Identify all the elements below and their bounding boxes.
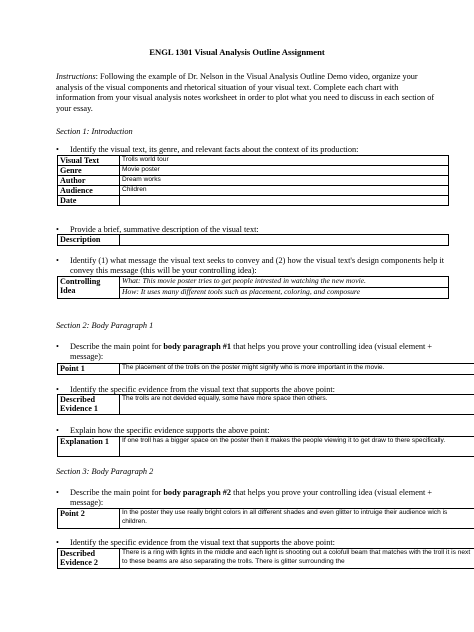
- instructions-text: : Following the example of Dr. Nelson in the Visual Analysis Outline Demo video, organize your analysis of the visual components and rhetorical situation of your visual text. Complete each chart with information from your visual analysis notes worksheet in order to plot what you need to discuss in each section of your essay.: [56, 72, 435, 113]
- point1-label: Point 1: [58, 364, 120, 375]
- row-label: Audience: [58, 186, 120, 196]
- bullet-text: [56, 488, 448, 508]
- bullet-text: Identify the specific evidence from the visual text that supports the above point:: [70, 538, 335, 547]
- section3-bullet-1: [56, 488, 448, 508]
- evidence2-table: [57, 548, 474, 569]
- row-value: [120, 196, 449, 206]
- table-row: [58, 395, 474, 415]
- explanation1-label: Explanation 1: [58, 437, 120, 457]
- table-row: [58, 364, 474, 375]
- bullet-text: Provide a brief, summative description of the visual text:: [70, 225, 259, 234]
- row-label: Visual Text: [58, 156, 120, 166]
- point2-table: [57, 508, 474, 529]
- controlling-idea-table: [57, 276, 449, 299]
- bullet-text-bold: body paragraph #1: [163, 342, 232, 351]
- table-row: [58, 176, 449, 186]
- bullet-icon: •: [56, 342, 59, 351]
- evidence1-label: Described Evidence 1: [58, 395, 120, 415]
- table-row: [58, 196, 449, 206]
- bullet-text: [56, 342, 448, 362]
- point1-table: [57, 363, 474, 375]
- table-row: [58, 235, 449, 246]
- bullet-text: Identify (1) what message the visual text seeks to convey and (2) how the visual text's design components help it convey this message (this will be your controlling idea):: [70, 256, 445, 276]
- section3-bullet-2: [56, 538, 448, 548]
- row-value: Children: [120, 186, 449, 196]
- point1-value: The placement of the trolls on the poster might signify who is more important in the movie.: [120, 364, 474, 375]
- section2-heading: Section 2: Body Paragraph 1: [56, 321, 154, 330]
- description-value: [120, 235, 449, 246]
- bullet-text-start: Describe the main point for: [70, 342, 164, 351]
- row-value: Dream works: [120, 176, 449, 186]
- point2-value: In the poster they use really bright colors in all different shades and even glitter to intruige their audience wich is children.: [120, 509, 474, 529]
- section2-bullet-3: [56, 426, 448, 436]
- section1-heading: Section 1: Introduction: [56, 127, 133, 136]
- bullet-text: Identify the visual text, its genre, and relevant facts about the context of its production:: [70, 145, 359, 154]
- row-value: Trolls world tour: [120, 156, 449, 166]
- table-row: [58, 277, 449, 288]
- table-row: [58, 166, 449, 176]
- bullet-icon: •: [56, 538, 59, 547]
- instructions-label: Instructions: [56, 72, 96, 81]
- bullet-icon: •: [56, 256, 59, 265]
- table-row: [58, 156, 449, 166]
- bullet-icon: •: [56, 385, 59, 394]
- point2-label: Point 2: [58, 509, 120, 529]
- explanation1-table: [57, 436, 474, 457]
- row-label: Genre: [58, 166, 120, 176]
- instructions: [56, 72, 436, 114]
- row-label: Date: [58, 196, 120, 206]
- section2-bullet-1: [56, 342, 448, 362]
- row-label: Author: [58, 176, 120, 186]
- bullet-text-end: that helps you prove your controlling idea (visual element + message):: [70, 342, 433, 362]
- evidence1-table: [57, 394, 474, 415]
- description-table: [57, 234, 449, 246]
- bullet-text-start: Describe the main point for: [70, 488, 164, 497]
- section3-heading: Section 3: Body Paragraph 2: [56, 467, 154, 476]
- description-label: Description: [58, 235, 120, 246]
- bullet-text: Identify the specific evidence from the visual text that supports the above point:: [70, 385, 335, 394]
- bullet-icon: •: [56, 488, 59, 497]
- bullet-icon: •: [56, 145, 59, 154]
- section1-bullet-1: [56, 145, 448, 155]
- bullet-text-end: that helps you prove your controlling idea (visual element + message):: [70, 488, 433, 508]
- bullet-icon: •: [56, 426, 59, 435]
- context-table: [57, 155, 449, 206]
- bullet-text: Explain how the specific evidence supports the above point:: [70, 426, 270, 435]
- table-row: [58, 437, 474, 457]
- row-value: Movie poster: [120, 166, 449, 176]
- evidence2-label: Described Evidence 2: [58, 549, 120, 569]
- controlling-what: What: This movie poster tries to get people intrested in watching the new movie.: [120, 277, 449, 288]
- controlling-how: How: It uses many different tools such as placement, coloring, and composure: [120, 288, 449, 299]
- controlling-idea-label: Controlling Idea: [58, 277, 120, 299]
- table-row: [58, 549, 474, 569]
- table-row: [58, 509, 474, 529]
- page-title: ENGL 1301 Visual Analysis Outline Assignment: [149, 47, 325, 57]
- bullet-text-bold: body paragraph #2: [163, 488, 232, 497]
- explanation1-value: If one troll has a bigger space on the poster then it makes the people viewing it to get draw to there specifically.: [120, 437, 474, 457]
- bullet-icon: •: [56, 225, 59, 234]
- evidence2-value: There is a ring with lights in the middle and each light is shooting out a colofull beam that matches with the troll it is next to these beams are also separating the trolls. There is glitter surrounding the: [120, 549, 474, 569]
- table-row: [58, 186, 449, 196]
- evidence1-value: The trolls are not devided equally, some have more space then others.: [120, 395, 474, 415]
- section1-bullet-3: [56, 256, 448, 276]
